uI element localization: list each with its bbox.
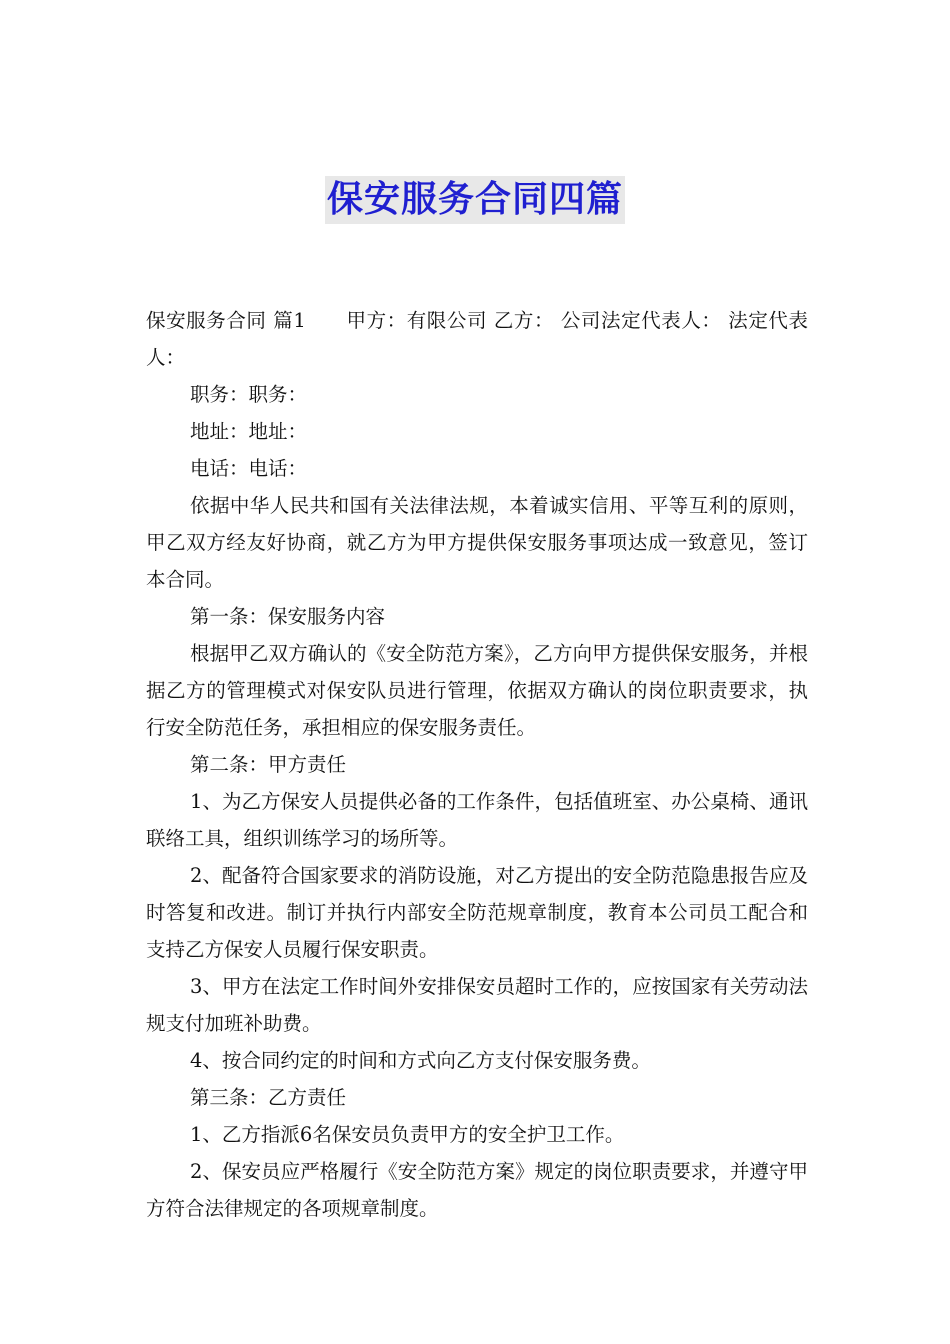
paragraph-position: 职务：职务： [190,383,308,406]
article-2-heading: 第二条：甲方责任 [190,753,347,776]
document-title: 保安服务合同四篇 [325,176,625,224]
article-3-item-1: 1、乙方指派6名保安员负责甲方的安全护卫工作。 [190,1123,625,1146]
article-2-item-3: 3、甲方在法定工作时间外安排保安员超时工作的，应按国家有关劳动法规支付加班补助费。 [146,975,808,1035]
article-2-item-2: 2、配备符合国家要求的消防设施，对乙方提出的安全防范隐患报告应及时答复和改进。制订并执行内部安全防范规章制度，教育本公司员工配合和支持乙方保安人员履行保安职责。 [146,864,808,961]
intro-line: 保安服务合同 篇1 甲方：有限公司 乙方： 公司法定代表人： 法定代表人： [146,309,808,369]
article-2-item-4: 4、按合同约定的时间和方式向乙方支付保安服务费。 [190,1049,651,1072]
paragraph-address: 地址：地址： [190,420,308,443]
paragraph-preamble: 依据中华人民共和国有关法律法规，本着诚实信用、平等互利的原则，甲乙双方经友好协商，就乙方为甲方提供保安服务事项达成一致意见，签订本合同。 [146,494,808,591]
paragraph-phone: 电话：电话： [190,457,308,480]
document-body [146,302,808,1227]
article-3-item-2: 2、保安员应严格履行《安全防范方案》规定的岗位职责要求，并遵守甲方符合法律规定的各项规章制度。 [146,1160,808,1220]
title-wrap [0,176,950,224]
article-3-heading: 第三条：乙方责任 [190,1086,347,1109]
article-2-item-1: 1、为乙方保安人员提供必备的工作条件，包括值班室、办公桌椅、通讯联络工具，组织训练学习的场所等。 [146,790,808,850]
article-1-heading: 第一条：保安服务内容 [190,605,386,628]
article-1-body: 根据甲乙双方确认的《安全防范方案》，乙方向甲方提供保安服务，并根据乙方的管理模式对保安队员进行管理，依据双方确认的岗位职责要求，执行安全防范任务，承担相应的保安服务责任。 [146,642,808,739]
